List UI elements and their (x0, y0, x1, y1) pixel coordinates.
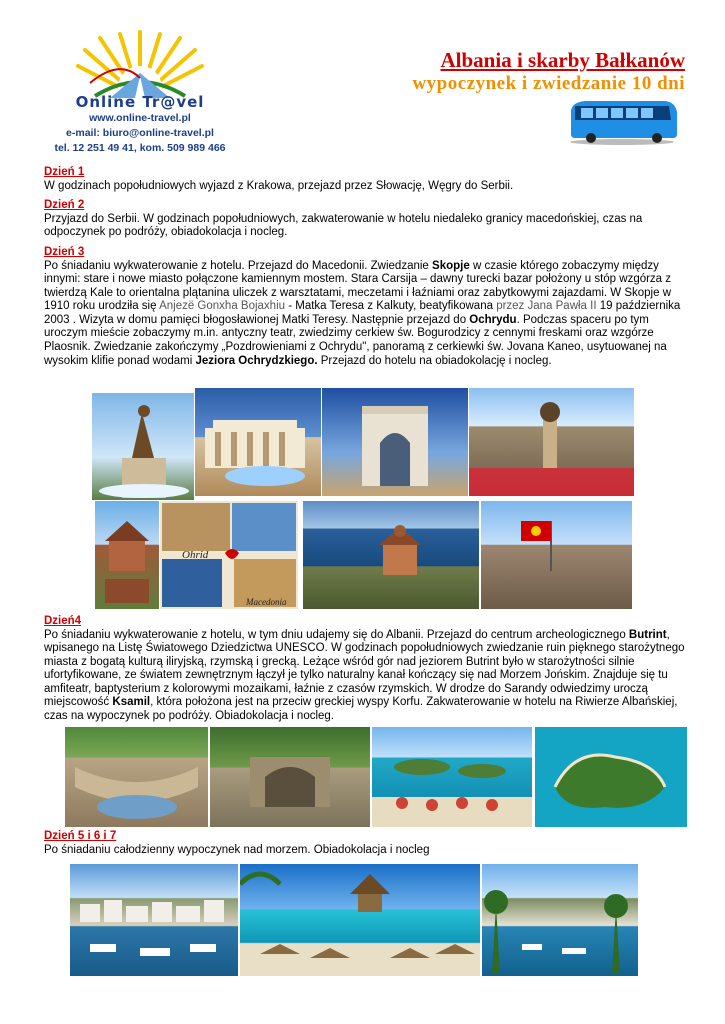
logo-text: Online Tr@vel (75, 93, 205, 111)
photo-macedonian-flag (481, 501, 632, 609)
ohrid-lake-bold: Jeziora Ochrydzkiego. (195, 354, 318, 367)
photo-beach-resort (240, 864, 480, 976)
photo-alexander-statue (92, 393, 194, 500)
ohrid-label: Ohrid (182, 549, 209, 561)
day-5-7-heading: Dzień 5 i 6 i 7 (44, 830, 117, 842)
photo-st-jovan-kaneo (303, 501, 479, 609)
day-2-heading: Dzień 2 (44, 199, 85, 211)
photo-skopje-fountain (195, 388, 321, 496)
day-2-section (44, 199, 684, 240)
photo-ksamil-islands (372, 727, 532, 827)
email-link[interactable]: e-mail: biuro@online-travel.pl (66, 127, 214, 139)
day-1-heading: Dzień 1 (44, 166, 85, 178)
ohrid-bold: Ochrydu (469, 313, 517, 326)
day-3-text: Po śniadaniu wykwaterowanie z hotelu. Przejazd do Macedonii. Zwiedzanie Skopje w czasie którego zobaczymy między innymi: stare i nowe miasto połączone kamiennym mostem. Stara Carsija – dawny turecki bazar położony u stóp wzgórza z twierdzą Kale to orientalna plątanina uliczek z warsztatami, meczetami i łaźniami oraz zabytkowymi zajazdami. W Skopje w 1910 roku urodziła się Anjezë Gonxha Bojaxhiu - Matka Teresa z Kalkuty, beatyfikowana przez Jana Pawła II 19 października 2003 . Wizyta w domu pamięci błogosławionej Matki Teresy. Następnie przejazd do Ochrydu. Podczas spaceru po tym uroczym mieście zobaczymy m.in. antyczny teatr, zwiedzimy cerkiew św. Bogurodzicy z cennymi freskami oraz wzgórze Plaosnik. Zwiedzanie zakończymy „Pozdrowieniami z Ochrydu", panoramą z cerkiewki św. Jovana Kaneo, usytuowanej na wysokim klifie ponad wodami Jeziora Ochrydzkiego. Przejazd do hotelu na obiadokolację i nocleg. (44, 259, 681, 367)
photo-ohrid-collage (160, 501, 298, 609)
butrint-bold: Butrint (628, 628, 667, 641)
photo-porta-macedonia (322, 388, 468, 496)
photo-aerial-island (535, 727, 687, 827)
photo-butrint-theatre (65, 727, 208, 827)
day-2-text: Przyjazd do Serbii. W godzinach popołudniowych, zakwaterowanie w hotelu niedaleko granicy macedońskiej, czas na odpoczynek po podróży, obiadokolacja i nocleg. (44, 212, 643, 239)
page-subtitle: wypoczynek i zwiedzanie 10 dni (412, 73, 685, 94)
photo-skopje-square (469, 388, 634, 496)
day-3-section (44, 246, 684, 368)
ksamil-bold: Ksamil (112, 696, 151, 709)
john-paul-ii: przez Jana Pawła II (496, 300, 597, 313)
day-4-heading: Dzień4 (44, 615, 82, 627)
skopje-bold: Skopje (432, 259, 470, 272)
day-1-text: W godzinach popołudniowych wyjazd z Krakowa, przejazd przez Słowację, Węgry do Serbii. (44, 179, 514, 192)
macedonia-label: Macedonia (246, 597, 287, 607)
day-4-section (44, 615, 689, 724)
photo-saranda-harbour (70, 864, 238, 976)
day-5-7-section (44, 830, 684, 857)
photo-saranda-promenade (482, 864, 638, 976)
phone-text: tel. 12 251 49 41, kom. 509 989 466 (54, 142, 226, 154)
day-5-7-text: Po śniadaniu całodzienny wypoczynek nad morzem. Obiadokolacja i nocleg (44, 843, 430, 856)
bus-icon (565, 96, 680, 146)
day-4-text: Po śniadaniu wykwaterowanie z hotelu, w tym dniu udajemy się do Albanii. Przejazd do centrum archeologicznego Butrint, wpisanego na Listę Światowego Dziedzictwa UNESCO. W godzinach popołudniowych zwiedzanie ruin pięknego starożytnego miasta z bogatą kulturą iliryjską, rzymską i grecką. Leżące wśród gór nad jeziorem Butrint było w starożytności silnie ufortyfikowane, ze światem zewnętrznym łączył je tylko naturalny kanał kończący się nad Morzem Jońskim. Znajduje się tu amfiteatr, baptysterium z kolorowymi mozaikami, łaźnie z czasów rzymskich. W drodze do Sarandy odwiedzimy uroczą miejscowość Ksamil, która położona jest na przeciw greckiej wyspy Korfu. Zakwaterowanie w hotelu na Riwierze Albańskiej, czas na wypoczynek po podróży. Obiadokolacja i nocleg. (44, 628, 685, 723)
photo-butrint-ruins (210, 727, 370, 827)
day-1-section (44, 166, 684, 193)
day-3-heading: Dzień 3 (44, 246, 85, 258)
mother-teresa-name: Anjezë Gonxha Bojaxhiu (159, 300, 286, 313)
photo-ohrid-church (95, 501, 159, 609)
website-link[interactable]: www.online-travel.pl (89, 112, 191, 124)
page-title: Albania i skarby Bałkanów (440, 48, 685, 72)
